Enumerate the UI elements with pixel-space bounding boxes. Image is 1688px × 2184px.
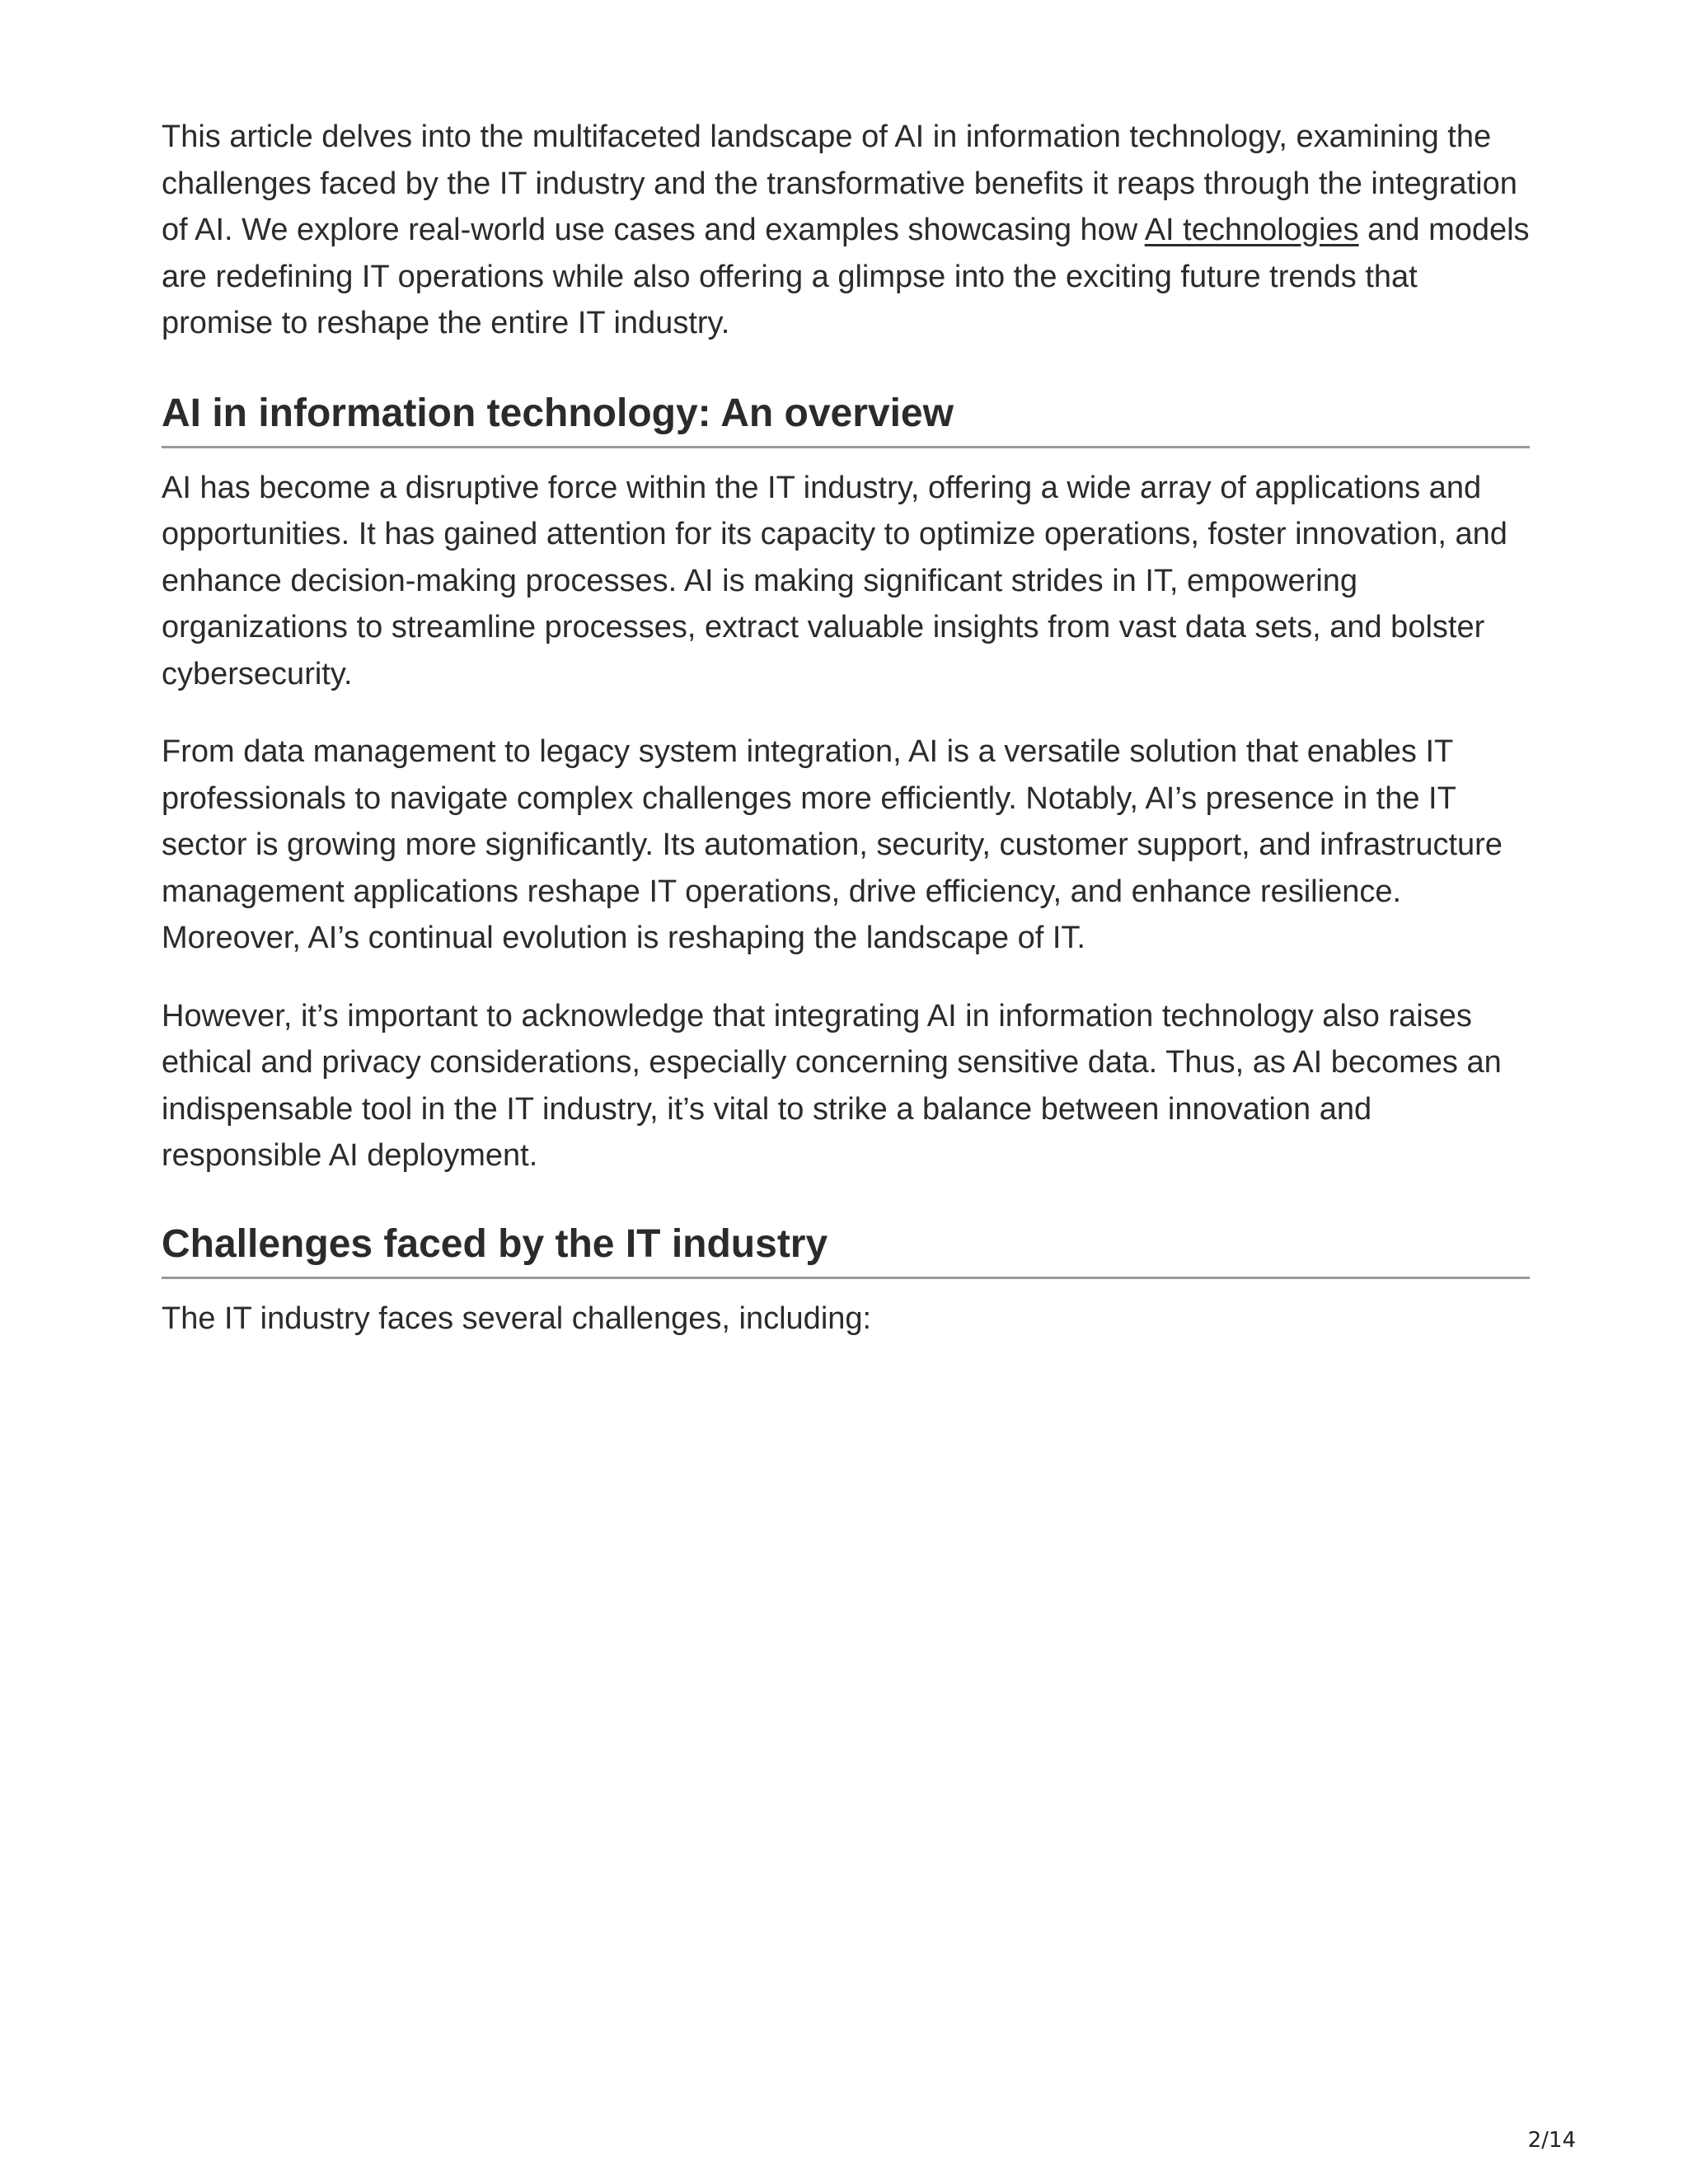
challenges-heading: Challenges faced by the IT industry (162, 1221, 1530, 1279)
intro-text-after-link: and models are redefining IT operations while also offering a glimpse into the exciting future trends that promise to reshape the entire IT industry. (162, 213, 1530, 340)
intro-text-before-link: This article delves into the multifaceted landscape of AI in information technology, examining the challenges faced by the IT industry and the transformative benefits it reaps through the integration of AI. We explore real-world use cases and examples showcasing how (162, 120, 1517, 247)
overview-paragraph-1: AI has become a disruptive force within the IT industry, offering a wide array of applications and opportunities. It has gained attention for its capacity to optimize operations, foster innovation, and enhance decision-making processes. AI is making significant strides in IT, empowering organizations to streamline processes, extract valuable insights from vast data sets, and bolster cybersecurity. (162, 470, 1507, 691)
overview-paragraph-3: However, it’s important to acknowledge that integrating AI in information technology also raises ethical and privacy considerations, especially concerning sensitive data. Thus, as AI becomes an indispensable tool in the IT industry, it’s vital to strike a balance between innovation and responsible AI deployment. (162, 998, 1502, 1173)
overview-paragraph-2: From data management to legacy system integration, AI is a versatile solution that enables IT professionals to navigate complex challenges more efficiently. Notably, AI’s presence in the IT sector is growing more significantly. Its automation, security, customer support, and infrastructure management applications reshape IT operations, drive efficiency, and enhance resilience. Moreover, AI’s continual evolution is reshaping the landscape of IT. (162, 734, 1503, 955)
overview-heading: AI in information technology: An overview (162, 390, 1530, 448)
challenges-paragraph-1: The IT industry faces several challenges, including: (162, 1301, 872, 1336)
ai-technologies-link[interactable]: AI technologies (1144, 213, 1359, 247)
intro-paragraph (162, 114, 1530, 347)
article-content (162, 114, 1530, 1342)
page-number: 2/14 (1527, 2128, 1576, 2153)
